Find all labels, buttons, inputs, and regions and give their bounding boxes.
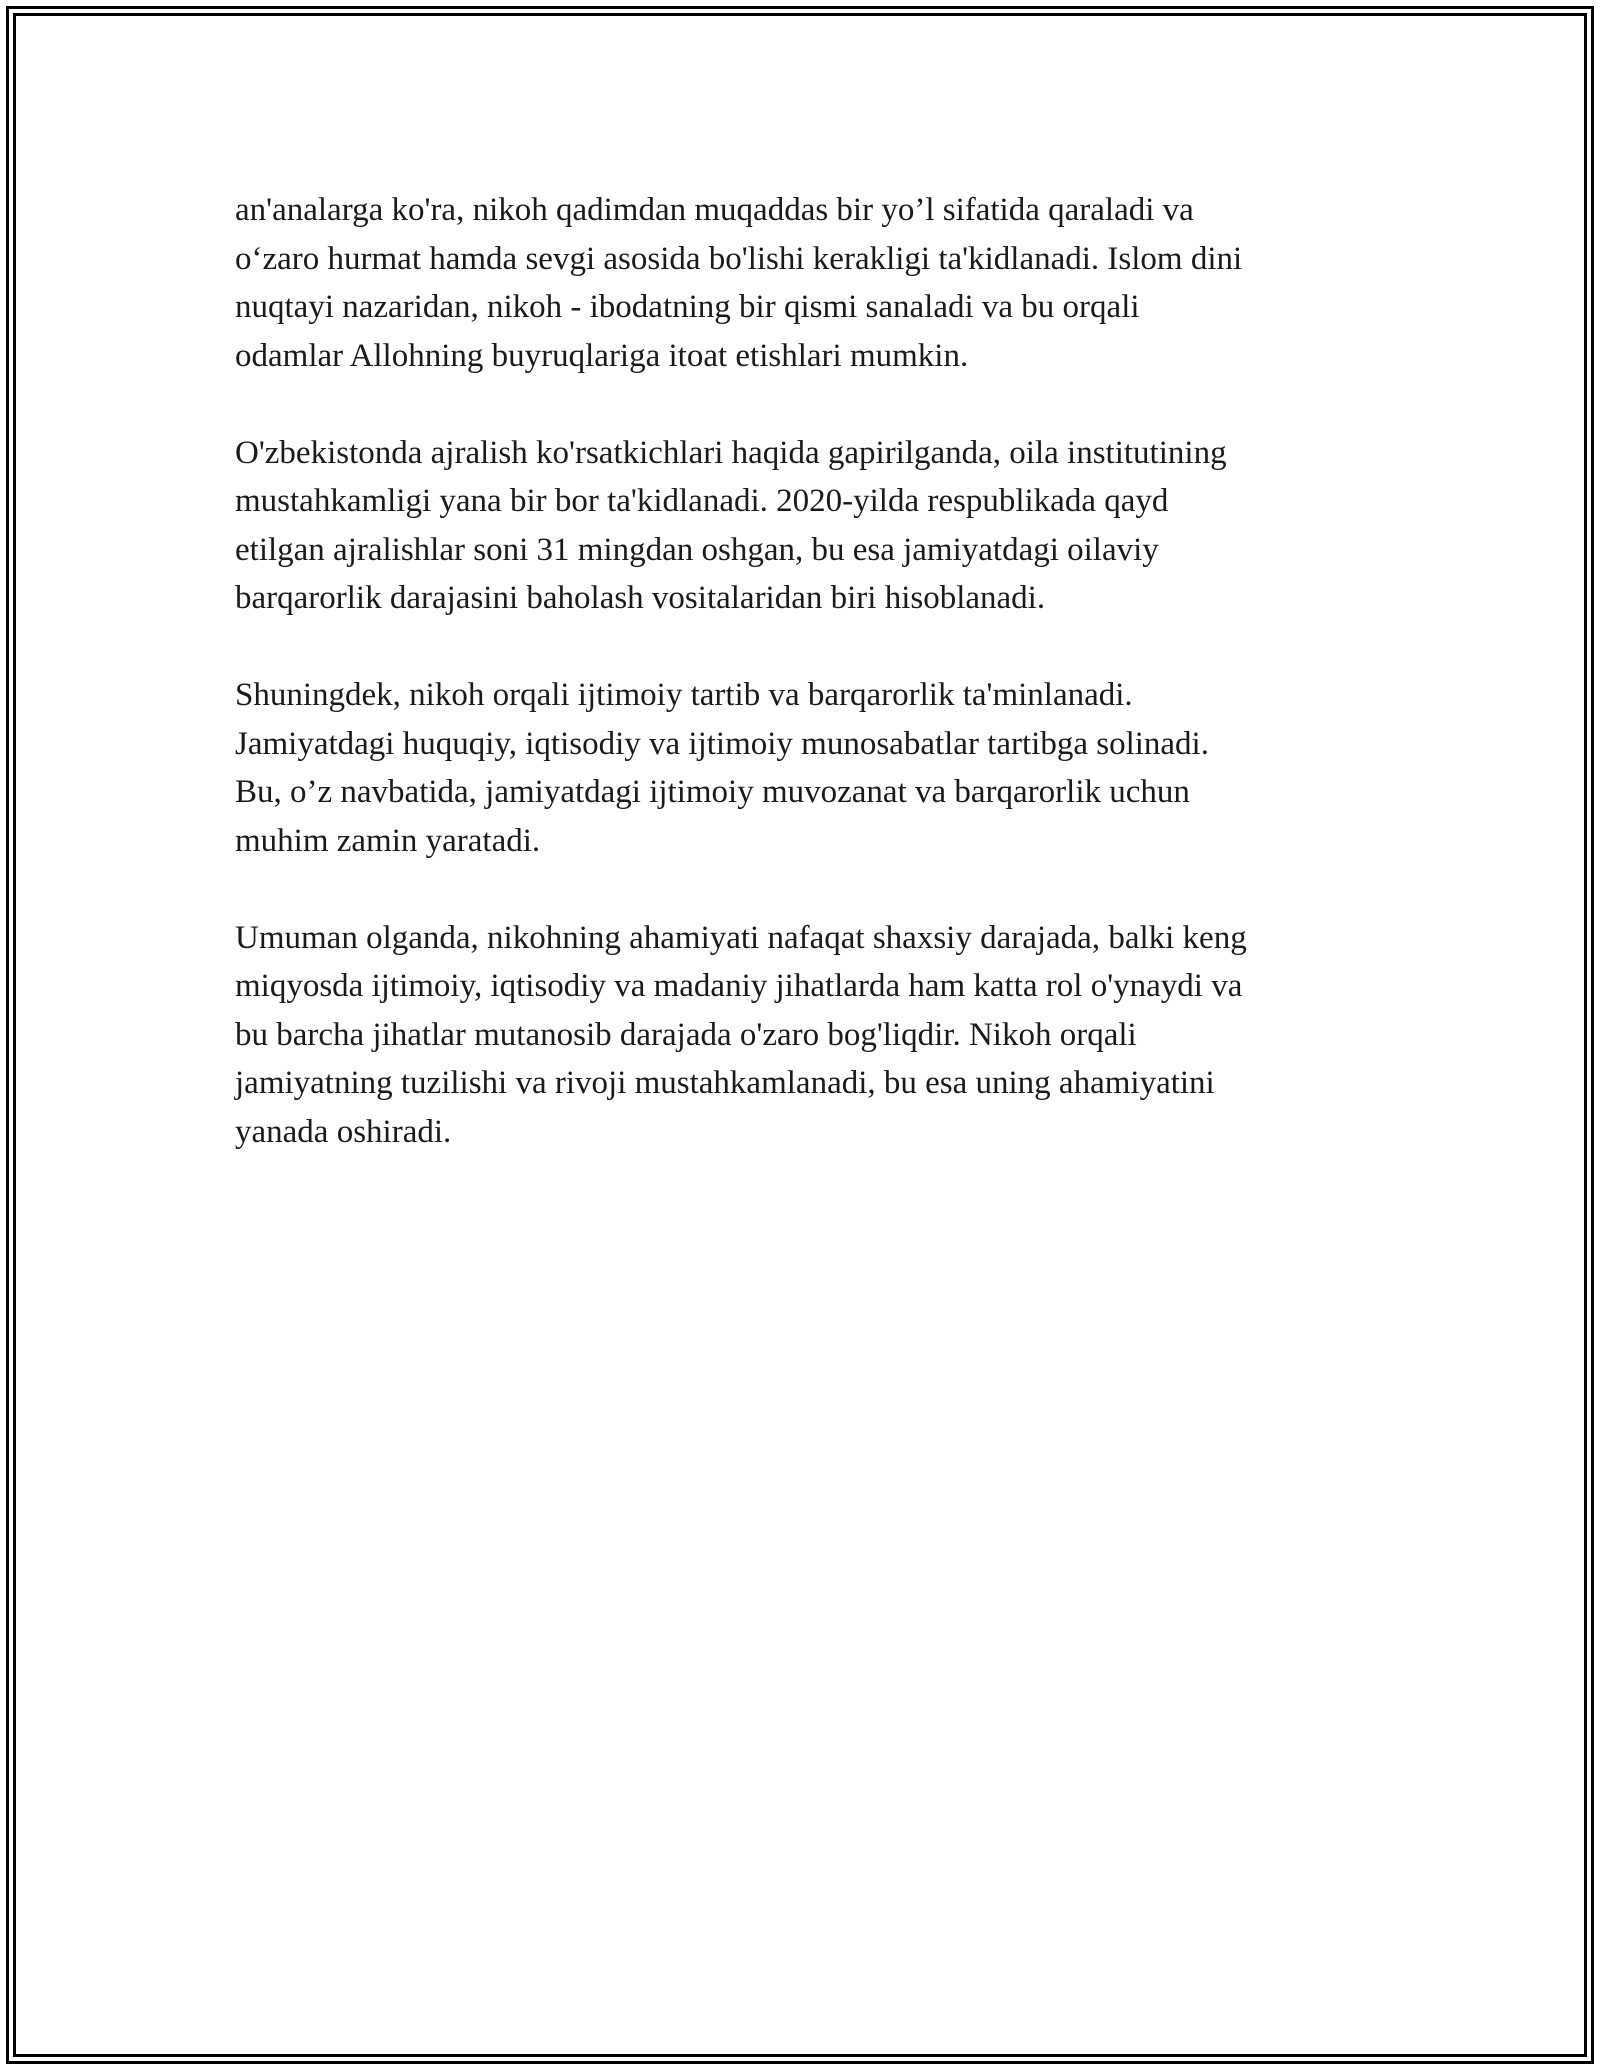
text-line: yanada oshiradi. — [235, 1113, 452, 1150]
text-line: o‘zaro hurmat hamda sevgi asosida bo'lishi kerakligi ta'kidlanadi. Islom dini — [235, 240, 1243, 277]
text-line: an'analarga ko'ra, nikoh qadimdan muqaddas bir yo’l sifatida qaraladi va — [235, 192, 1194, 228]
text-line: miqyosda ijtimoiy, iqtisodiy va madaniy jihatlarda ham katta rol o'ynaydi va — [235, 968, 1243, 1004]
document-body — [235, 186, 1375, 1205]
text-line: barqarorlik darajasini baholash vositalaridan biri hisoblanadi. — [235, 580, 1046, 616]
text-line: etilgan ajralishlar soni 31 mingdan oshgan, bu esa jamiyatdagi oilaviy — [235, 531, 1159, 568]
text-line: mustahkamligi yana bir bor ta'kidlanadi. 2020-yilda respublikada qayd — [235, 483, 1169, 519]
text-line: O'zbekistonda ajralish ko'rsatkichlari haqida gapirilganda, oila institutining — [235, 434, 1227, 471]
text-line: Umuman olganda, nikohning ahamiyati nafaqat shaxsiy darajada, balki keng — [235, 919, 1247, 956]
text-line: nuqtayi nazaridan, nikoh - ibodatning bir qismi sanaladi va bu orqali — [235, 289, 1140, 325]
text-line: Shuningdek, nikoh orqali ijtimoiy tartib va barqarorlik ta'minlanadi. — [235, 677, 1133, 713]
paragraph-2 — [235, 429, 1375, 623]
text-line: bu barcha jihatlar mutanosib darajada o'zaro bog'liqdir. Nikoh orqali — [235, 1016, 1137, 1053]
text-line: jamiyatning tuzilishi va rivoji mustahkamlanadi, bu esa uning ahamiyatini — [235, 1065, 1215, 1101]
text-line: odamlar Allohning buyruqlariga itoat etishlari mumkin. — [235, 337, 969, 374]
paragraph-3 — [235, 671, 1375, 865]
text-line: Bu, o’z navbatida, jamiyatdagi ijtimoiy muvozanat va barqarorlik uchun — [235, 774, 1190, 810]
paragraph-1 — [235, 186, 1375, 380]
text-line: Jamiyatdagi huquqiy, iqtisodiy va ijtimoiy munosabatlar tartibga solinadi. — [235, 725, 1209, 762]
paragraph-4 — [235, 914, 1375, 1157]
text-line: muhim zamin yaratadi. — [235, 822, 541, 859]
